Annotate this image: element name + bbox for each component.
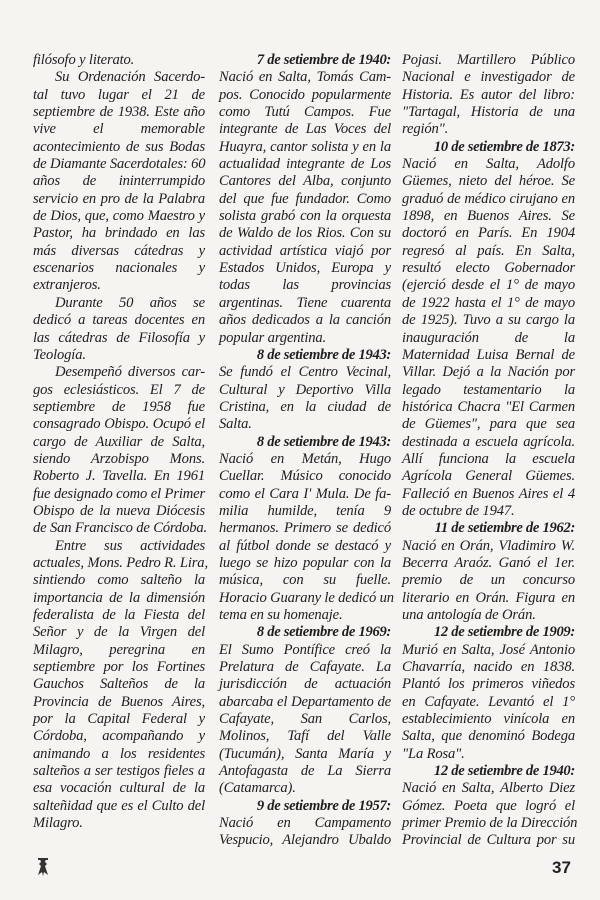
text-line: importancia de la dimensión (33, 589, 205, 606)
text-line: de octubre de 1947. (402, 502, 515, 519)
text-line: Estados Unidos, Europa y (219, 260, 391, 277)
text-line: Milagro, peregrina en (33, 641, 205, 658)
text-line: Cantores del Alba, conjunto (219, 173, 391, 190)
text-line: "La Rosa". (402, 745, 465, 762)
text-line: Historia. Es autor del libro: (402, 86, 575, 103)
text-line: Nació en Metán, Hugo (219, 450, 391, 467)
paragraph (219, 642, 391, 798)
text-column-2 (219, 52, 394, 850)
text-line: premio de un concurso (402, 572, 575, 589)
text-line: inauguración de la (402, 329, 575, 346)
text-line: Huayra, cantor solista y en la (219, 138, 391, 155)
text-line: Provincia de Buenos Aires, (33, 693, 205, 710)
text-column-3 (402, 52, 578, 850)
text-line: Molinos, Tafí del Valle (219, 728, 391, 745)
date-heading: 8 de setiembre de 1943: (256, 346, 391, 363)
text-line: actuales, Mons. Pedro R. Lira, (33, 554, 208, 571)
text-line: Cafayate, San Carlos, (219, 711, 391, 728)
text-line: abarcaba el Departamento de (219, 693, 391, 710)
text-line: Chavarría, nacido en 1838. (402, 659, 575, 676)
paragraph (402, 780, 578, 849)
text-line: El Sumo Pontífice creó la (219, 641, 391, 658)
text-line: Allí funciona la escuela (402, 450, 575, 467)
text-line: de Güemes", para que sea (402, 416, 575, 433)
text-line: gos eclesiásticos. El 7 de (33, 381, 205, 398)
text-line: actualidad integrante de Los (219, 156, 391, 173)
date-heading: 8 de setiembre de 1969: (256, 624, 391, 641)
text-line: años dedicados a la canción (219, 312, 391, 329)
text-line: argentinas. Tiene cuarenta (219, 294, 391, 311)
text-line: Horacio Guarany le dedicó un (219, 589, 394, 606)
text-line: Cuellar. Músico conocido (219, 468, 391, 485)
text-line: Su Ordenación Sacerdo- (55, 69, 205, 86)
text-line: dedicó a tareas docentes en (33, 312, 205, 329)
text-line: septiembre de 1938. Este año (33, 104, 205, 121)
paragraph (219, 69, 391, 347)
text-line: Entre sus actividades (55, 537, 205, 554)
text-line: como el Cara I' Mula. De fa- (219, 485, 391, 502)
text-line: fue designado como el Primer (33, 485, 205, 502)
text-line: música, con su fuelle. (219, 572, 391, 589)
text-line: años de ininterrumpido (33, 173, 205, 190)
text-line: solista grabó con la orquesta (219, 208, 391, 225)
date-heading: 8 de setiembre de 1943: (256, 433, 391, 450)
text-line: Antofagasta de La Sierra (219, 763, 391, 780)
text-line: Plantó los primeros viñedos (402, 676, 575, 693)
text-line: regresó al país. En Salta, (402, 242, 575, 259)
text-line: todas las provincias (219, 277, 391, 294)
text-line: las cátedras de Filosofía y (33, 329, 205, 346)
text-line: (Tucumán), Santa María y (219, 745, 391, 762)
paragraph (33, 69, 205, 294)
text-line: (ejerció desde el 1° de mayo (402, 277, 575, 294)
text-line: de Waldo de los Rios. Con su (219, 225, 391, 242)
text-line: Pastor, ha brindado en las (33, 225, 205, 242)
text-line: "Tartagal, Historia de una (402, 104, 575, 121)
text-line: al fútbol donde se destacó y (219, 537, 391, 554)
text-line: Falleció en Buenos Aires el 4 (402, 485, 575, 502)
text-line: más diversas cátedras y (33, 242, 205, 259)
text-line: doctoró en París. En 1904 (402, 225, 575, 242)
date-heading: 7 de setiembre de 1940: (256, 52, 391, 68)
text-line: Obispo de la nueva Diócesis (33, 502, 205, 519)
text-line: Maternidad Luisa Bernal de (402, 346, 575, 363)
text-line: Provincial de Cultura por su (402, 832, 575, 849)
text-line: popular argentina. (219, 329, 327, 346)
text-line: Nació en Salta, Alberto Diez (402, 780, 575, 797)
text-line: del que fue fundador. Como (219, 190, 391, 207)
text-line: de San Francisco de Córdoba. (33, 520, 208, 537)
text-line: Salta, que denominó Bodega (402, 728, 575, 745)
text-line: sintiendo como salteño la (33, 572, 205, 589)
gaucho-logo-icon (36, 857, 50, 877)
page-number: 37 (552, 858, 571, 877)
text-line: establecimiento vinícola en (402, 711, 575, 728)
paragraph (402, 538, 575, 625)
text-line: de 1922 hasta el 1° de mayo (402, 294, 575, 311)
text-line: vive el memorable (33, 121, 205, 138)
text-line: Nació en Salta, Adolfo (402, 156, 575, 173)
text-line: legado testamentario la (402, 381, 575, 398)
text-line: septiembre por los Fortines (33, 659, 205, 676)
text-line: Becerra Araóz. Ganó el 1er. (402, 554, 575, 571)
text-line: servicio en pro de la Palabra (33, 190, 205, 207)
text-line: destinada a escuela agrícola. (402, 433, 575, 450)
paragraph (33, 295, 205, 364)
text-line: primer Premio de la Dirección (402, 815, 578, 832)
text-line: salteñidad que es el Culto del (33, 797, 205, 814)
text-line: hermanos. Primero se dedicó (219, 520, 391, 537)
text-line: actividad artística viajó por (219, 242, 391, 259)
text-line: Cristina, en la ciudad de (219, 398, 391, 415)
text-line: literario en Orán. Figura en (402, 589, 575, 606)
text-line: Córdoba, acompañando y (33, 728, 205, 745)
text-line: jurisdicción de actuación (219, 676, 391, 693)
date-heading: 9 de setiembre de 1957: (256, 797, 391, 814)
text-line: federalista de la Fiesta del (33, 607, 205, 623)
text-line: Nacional e investigador de (402, 69, 575, 86)
paragraph (219, 450, 394, 624)
text-line: de Dios, que, como Maestro y (33, 208, 205, 225)
text-line: región". (402, 121, 449, 138)
text-line: Desempeñó diversos car- (55, 364, 205, 381)
text-line: de Diamante Sacerdotales: 60 (33, 156, 206, 173)
paragraph (33, 537, 208, 833)
paragraph (33, 364, 208, 537)
text-line: escenarios nacionales y (33, 260, 205, 277)
text-line: Teología. (33, 346, 86, 363)
text-line: extranjeros. (33, 277, 101, 294)
text-line: Vespucio, Alejandro Ubaldo (219, 832, 391, 849)
text-line: cargo de Auxiliar de Salta, (33, 433, 205, 450)
text-line: Pojasi. Martillero Público (402, 52, 575, 68)
text-line: Gauchos Salteños de la (33, 676, 205, 693)
text-line: animando a los residentes (33, 745, 205, 762)
text-line: salteños a ser testigos fieles a (33, 763, 205, 780)
text-line: Salta. (219, 416, 252, 433)
text-line: septiembre de 1958 fue (33, 398, 205, 415)
text-line: (Catamarca). (219, 780, 296, 797)
text-line: Agrícola General Güemes. (402, 468, 575, 485)
text-line: siendo Arzobispo Mons. (33, 450, 205, 467)
text-line: 1898, en Buenos Aires. Se (402, 208, 575, 225)
text-line: filósofo y literato. (33, 52, 135, 68)
text-line: Milagro. (33, 815, 83, 832)
text-line: Güemes, nieto del héroe. Se (402, 173, 575, 190)
text-line: de 1925). Tuvo a su cargo la (402, 312, 575, 329)
text-line: histórica Chacra "El Carmen (402, 398, 575, 415)
paragraph (33, 52, 205, 69)
text-line: Gómez. Poeta que logró el (402, 797, 575, 814)
text-line: Villar. Dejó a la Nación por (402, 364, 575, 381)
text-line: tal tuvo lugar el 21 de (33, 86, 205, 103)
text-line: graduó de médico cirujano en (402, 190, 575, 207)
text-line: Durante 50 años se (55, 294, 205, 311)
text-line: Murió en Salta, José Antonio (402, 641, 575, 658)
text-line: integrante de Las Voces del (219, 121, 391, 138)
date-heading: 10 de setiembre de 1873: (433, 138, 575, 155)
text-line: una antología de Orán. (402, 607, 536, 623)
paragraph (219, 364, 391, 433)
date-heading: 11 de setiembre de 1962: (434, 520, 575, 537)
text-line: en Cafayate. Levantó el 1° (402, 693, 575, 710)
text-line: Se fundó el Centro Vecinal, (219, 364, 391, 381)
text-line: esa vocación cultural de la (33, 780, 205, 797)
text-line: luego se hizo popular con la (219, 554, 391, 571)
text-line: Nació en Campamento (219, 815, 391, 832)
text-line: Roberto J. Tavella. En 1961 (33, 468, 205, 485)
text-line: Cultural y Deportivo Villa (219, 381, 391, 398)
text-column-1 (33, 52, 208, 832)
text-line: acontecimiento de sus Bodas (33, 138, 205, 155)
text-line: por la Capital Federal y (33, 711, 205, 728)
paragraph (402, 156, 575, 520)
text-line: tema en su homenaje. (219, 607, 343, 623)
text-line: Nació en Salta, Tomás Cam- (219, 69, 391, 86)
date-heading: 12 de setiembre de 1909: (433, 624, 575, 641)
paragraph (402, 52, 575, 139)
paragraph (402, 642, 575, 763)
text-line: como Tutú Campos. Fue (219, 104, 391, 121)
text-line: Nació en Orán, Vladimiro W. (402, 537, 575, 554)
text-line: milia humilde, tenía 9 (219, 502, 391, 519)
text-line: Señor y de la Virgen del (33, 624, 205, 641)
text-line: resultó electo Gobernador (402, 260, 575, 277)
text-line: pos. Conocido popularmente (219, 86, 391, 103)
date-heading: 12 de setiembre de 1940: (433, 763, 575, 780)
text-line: consagrado Obispo. Ocupó el (33, 416, 205, 433)
paragraph (219, 815, 391, 850)
text-line: Prelatura de Cafayate. La (219, 659, 391, 676)
